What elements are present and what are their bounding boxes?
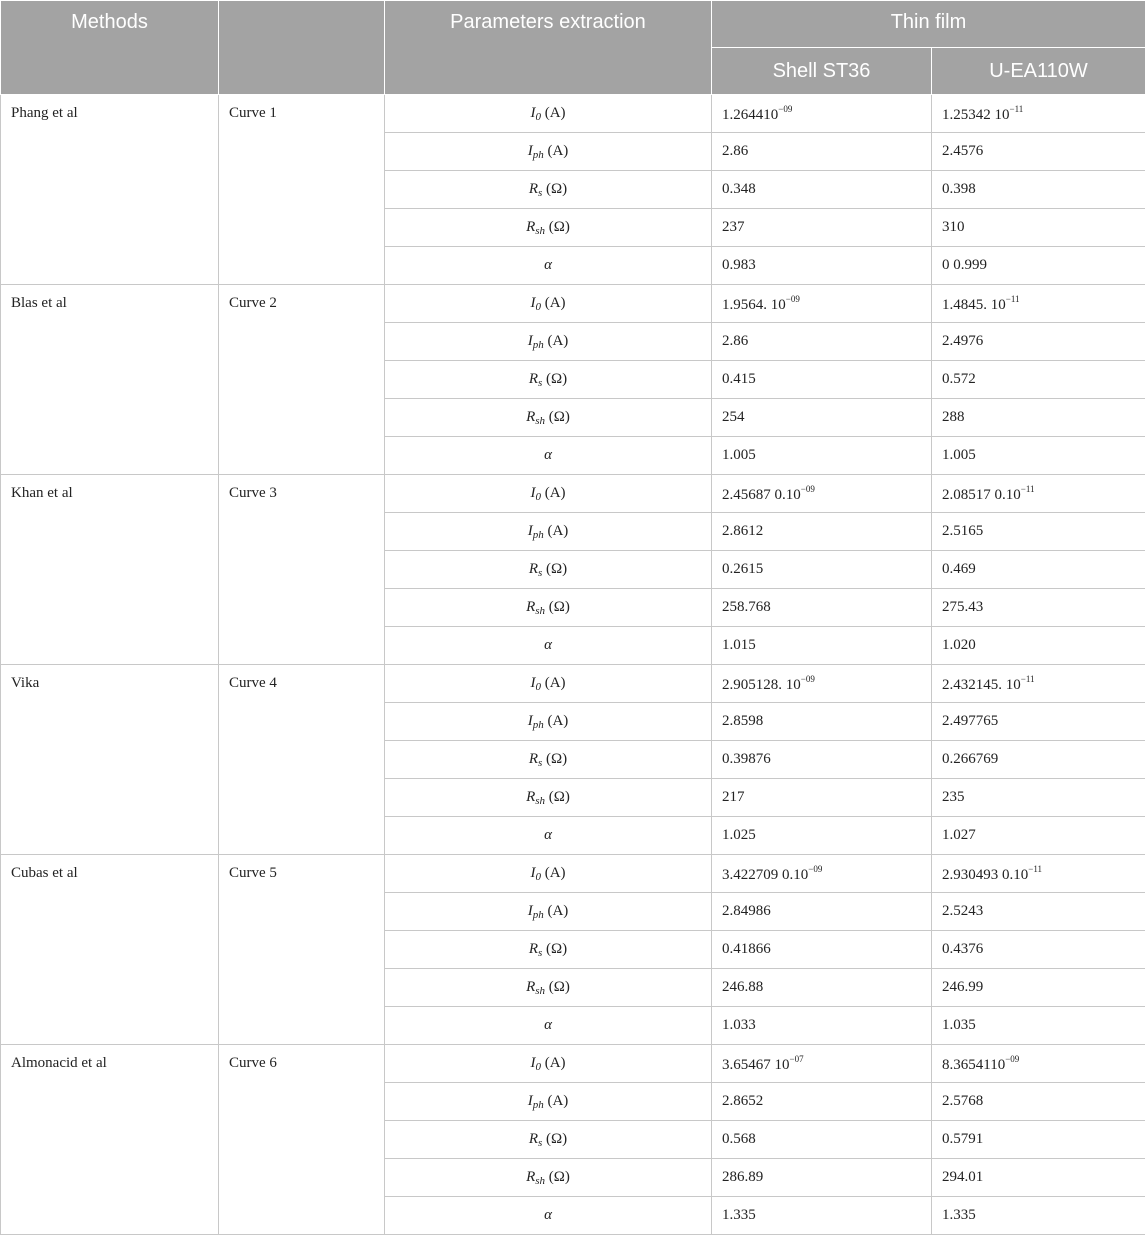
param-subscript: sh [535,1174,546,1187]
table-row [1,1045,1145,1083]
value-base: 3.422709 0.10 [722,866,809,883]
value-shell-st36: 1.033 [712,1007,932,1045]
param-symbol: I [527,902,533,919]
value-shell-st36: 2.86 [712,323,932,361]
param-symbol: I [530,674,536,691]
param-subscript: ph [532,338,544,351]
value-shell-st36: 2.8612 [712,513,932,551]
table-row [1,475,1145,513]
value-shell-st36: 0.39876 [712,741,932,779]
param-symbol: α [544,637,552,653]
value-base: 3.65467 10 [722,1056,790,1073]
param-label-rs [385,171,712,209]
param-unit: (Ω) [545,978,570,995]
value-base: 2.905128. 10 [722,676,801,693]
param-subscript: sh [535,604,546,617]
value-exponent: −11 [1028,863,1042,874]
param-unit: (A) [543,1092,569,1109]
param-label-iph [385,133,712,171]
curve-name: Curve 5 [219,855,385,1045]
value-base: 1.4845. 10 [942,296,1006,313]
value-u-ea110w [932,855,1145,893]
param-unit: (Ω) [542,370,568,387]
value-shell-st36: 0.348 [712,171,932,209]
param-label-iph [385,703,712,741]
param-label-rsh [385,969,712,1007]
param-label-rs [385,361,712,399]
param-symbol: R [528,180,538,197]
param-unit: (A) [543,142,569,159]
value-shell-st36: 1.335 [712,1197,932,1235]
param-label-rs [385,1121,712,1159]
param-unit: (A) [540,1054,566,1071]
value-u-ea110w: 2.5768 [932,1083,1145,1121]
param-subscript: 0 [535,870,541,883]
table-row [1,285,1145,323]
value-exponent: −09 [785,293,800,304]
value-exponent: −09 [808,863,823,874]
param-unit: (Ω) [545,788,570,805]
param-symbol: I [527,332,533,349]
param-unit: (Ω) [542,1130,568,1147]
value-exponent: −11 [1020,483,1035,494]
param-label-alpha [385,817,712,855]
value-shell-st36: 0.2615 [712,551,932,589]
param-label-rs [385,741,712,779]
param-label-alpha [385,247,712,285]
value-u-ea110w: 0.5791 [932,1121,1145,1159]
value-shell-st36: 237 [712,209,932,247]
value-u-ea110w: 0 0.999 [932,247,1145,285]
param-subscript: ph [532,1098,544,1111]
param-symbol: R [526,408,536,425]
value-u-ea110w: 235 [932,779,1145,817]
param-subscript: 0 [535,680,541,693]
value-base: 2.432145. 10 [942,676,1021,693]
param-label-i0 [385,475,712,513]
value-shell-st36 [712,855,932,893]
param-symbol: R [528,370,538,387]
value-exponent: −09 [800,673,815,684]
value-exponent: −09 [778,103,793,114]
param-symbol: α [544,1207,552,1223]
header-u-ea110w: U-EA110W [932,48,1145,95]
curve-name: Curve 6 [219,1045,385,1235]
param-symbol: I [530,864,536,881]
method-name: Vika [1,665,219,855]
param-unit: (Ω) [542,750,568,767]
param-subscript: ph [532,528,544,541]
value-shell-st36: 2.84986 [712,893,932,931]
curve-name: Curve 1 [219,95,385,285]
param-label-iph [385,893,712,931]
header-thin-film: Thin film [712,1,1145,48]
param-unit: (A) [543,522,569,539]
param-label-alpha [385,437,712,475]
curve-name: Curve 2 [219,285,385,475]
value-shell-st36: 2.86 [712,133,932,171]
param-subscript: s [538,566,543,579]
param-unit: (A) [543,712,569,729]
table-row [1,665,1145,703]
param-label-rs [385,551,712,589]
value-shell-st36 [712,1045,932,1083]
param-symbol: R [526,598,536,615]
param-unit: (A) [540,104,566,121]
curve-name: Curve 3 [219,475,385,665]
value-u-ea110w [932,95,1145,133]
value-exponent: −09 [800,483,815,494]
param-label-alpha [385,627,712,665]
value-u-ea110w: 2.4976 [932,323,1145,361]
value-exponent: −09 [1005,1053,1020,1064]
value-u-ea110w [932,285,1145,323]
param-symbol: R [526,218,536,235]
method-name: Cubas et al [1,855,219,1045]
param-symbol: I [527,1092,533,1109]
param-symbol: I [530,104,536,121]
method-name: Khan et al [1,475,219,665]
value-u-ea110w [932,475,1145,513]
value-u-ea110w: 2.5165 [932,513,1145,551]
value-u-ea110w: 294.01 [932,1159,1145,1197]
value-shell-st36 [712,95,932,133]
param-symbol: R [526,788,536,805]
value-shell-st36: 2.8598 [712,703,932,741]
param-subscript: 0 [535,300,541,313]
value-base: 2.08517 0.10 [942,486,1021,503]
param-label-rsh [385,779,712,817]
method-name: Blas et al [1,285,219,475]
param-unit: (A) [540,674,566,691]
param-symbol: I [527,522,533,539]
param-subscript: s [538,376,543,389]
param-unit: (Ω) [542,560,568,577]
param-unit: (A) [543,902,569,919]
param-unit: (Ω) [542,180,568,197]
value-u-ea110w: 1.035 [932,1007,1145,1045]
param-unit: (Ω) [545,218,570,235]
param-label-i0 [385,1045,712,1083]
param-subscript: s [538,186,543,199]
value-u-ea110w [932,665,1145,703]
value-u-ea110w: 246.99 [932,969,1145,1007]
param-unit: (Ω) [545,1168,570,1185]
value-u-ea110w: 275.43 [932,589,1145,627]
param-subscript: ph [532,718,544,731]
value-u-ea110w: 0.572 [932,361,1145,399]
param-subscript: s [538,1136,543,1149]
value-u-ea110w: 2.4576 [932,133,1145,171]
param-subscript: sh [535,414,546,427]
value-shell-st36: 1.005 [712,437,932,475]
value-base: 1.9564. 10 [722,296,786,313]
method-name: Phang et al [1,95,219,285]
param-symbol: I [527,142,533,159]
value-exponent: −11 [1005,293,1020,304]
param-symbol: α [544,827,552,843]
param-label-rs [385,931,712,969]
table-header [1,1,1145,95]
value-base: 8.3654110 [942,1056,1006,1073]
value-u-ea110w: 0.4376 [932,931,1145,969]
param-label-rsh [385,399,712,437]
value-shell-st36: 1.015 [712,627,932,665]
param-label-i0 [385,855,712,893]
param-symbol: R [528,560,538,577]
param-subscript: s [538,756,543,769]
value-shell-st36: 258.768 [712,589,932,627]
table-row [1,95,1145,133]
param-symbol: R [528,750,538,767]
param-unit: (Ω) [545,598,570,615]
value-u-ea110w: 2.497765 [932,703,1145,741]
header-parameters-extraction: Parameters extraction [385,1,712,95]
param-symbol: R [528,940,538,957]
param-label-alpha [385,1007,712,1045]
param-symbol: I [527,712,533,729]
value-exponent: −07 [789,1053,804,1064]
param-symbol: R [526,1168,536,1185]
value-u-ea110w: 0.266769 [932,741,1145,779]
param-unit: (A) [543,332,569,349]
value-shell-st36: 286.89 [712,1159,932,1197]
value-u-ea110w: 0.469 [932,551,1145,589]
param-subscript: 0 [535,110,541,123]
value-u-ea110w: 0.398 [932,171,1145,209]
param-symbol: I [530,294,536,311]
value-shell-st36: 254 [712,399,932,437]
value-shell-st36: 0.415 [712,361,932,399]
param-subscript: sh [535,794,546,807]
value-exponent: −11 [1020,673,1035,684]
header-methods: Methods [1,1,219,95]
table-body [1,95,1145,1235]
curve-name: Curve 4 [219,665,385,855]
param-subscript: sh [535,984,546,997]
value-u-ea110w: 288 [932,399,1145,437]
param-label-iph [385,513,712,551]
value-shell-st36: 0.41866 [712,931,932,969]
param-label-i0 [385,95,712,133]
param-subscript: ph [532,908,544,921]
value-shell-st36: 246.88 [712,969,932,1007]
value-shell-st36 [712,665,932,703]
param-label-iph [385,1083,712,1121]
param-label-rsh [385,589,712,627]
param-symbol: R [526,978,536,995]
param-label-alpha [385,1197,712,1235]
value-u-ea110w: 2.5243 [932,893,1145,931]
param-symbol: I [530,484,536,501]
value-base: 2.930493 0.10 [942,866,1029,883]
param-symbol: α [544,257,552,273]
param-label-i0 [385,285,712,323]
header-blank [219,1,385,95]
value-base: 2.45687 0.10 [722,486,801,503]
param-subscript: 0 [535,490,541,503]
param-symbol: R [528,1130,538,1147]
value-u-ea110w: 1.020 [932,627,1145,665]
value-u-ea110w: 1.335 [932,1197,1145,1235]
value-shell-st36: 0.983 [712,247,932,285]
param-symbol: α [544,1017,552,1033]
param-symbol: I [530,1054,536,1071]
param-label-rsh [385,209,712,247]
value-shell-st36 [712,285,932,323]
param-subscript: ph [532,148,544,161]
param-label-rsh [385,1159,712,1197]
param-unit: (A) [540,864,566,881]
value-shell-st36 [712,475,932,513]
param-label-i0 [385,665,712,703]
param-symbol: α [544,447,552,463]
value-base: 1.264410 [722,106,779,123]
param-unit: (A) [540,484,566,501]
value-shell-st36: 2.8652 [712,1083,932,1121]
param-subscript: sh [535,224,546,237]
value-u-ea110w [932,1045,1145,1083]
value-u-ea110w: 310 [932,209,1145,247]
param-label-iph [385,323,712,361]
header-shell-st36: Shell ST36 [712,48,932,95]
value-shell-st36: 1.025 [712,817,932,855]
table-row [1,855,1145,893]
value-base: 1.25342 10 [942,106,1010,123]
value-u-ea110w: 1.005 [932,437,1145,475]
param-subscript: s [538,946,543,959]
param-unit: (Ω) [545,408,570,425]
param-unit: (Ω) [542,940,568,957]
value-shell-st36: 0.568 [712,1121,932,1159]
param-unit: (A) [540,294,566,311]
value-shell-st36: 217 [712,779,932,817]
method-name: Almonacid et al [1,1045,219,1235]
value-u-ea110w: 1.027 [932,817,1145,855]
param-subscript: 0 [535,1060,541,1073]
value-exponent: −11 [1009,103,1024,114]
